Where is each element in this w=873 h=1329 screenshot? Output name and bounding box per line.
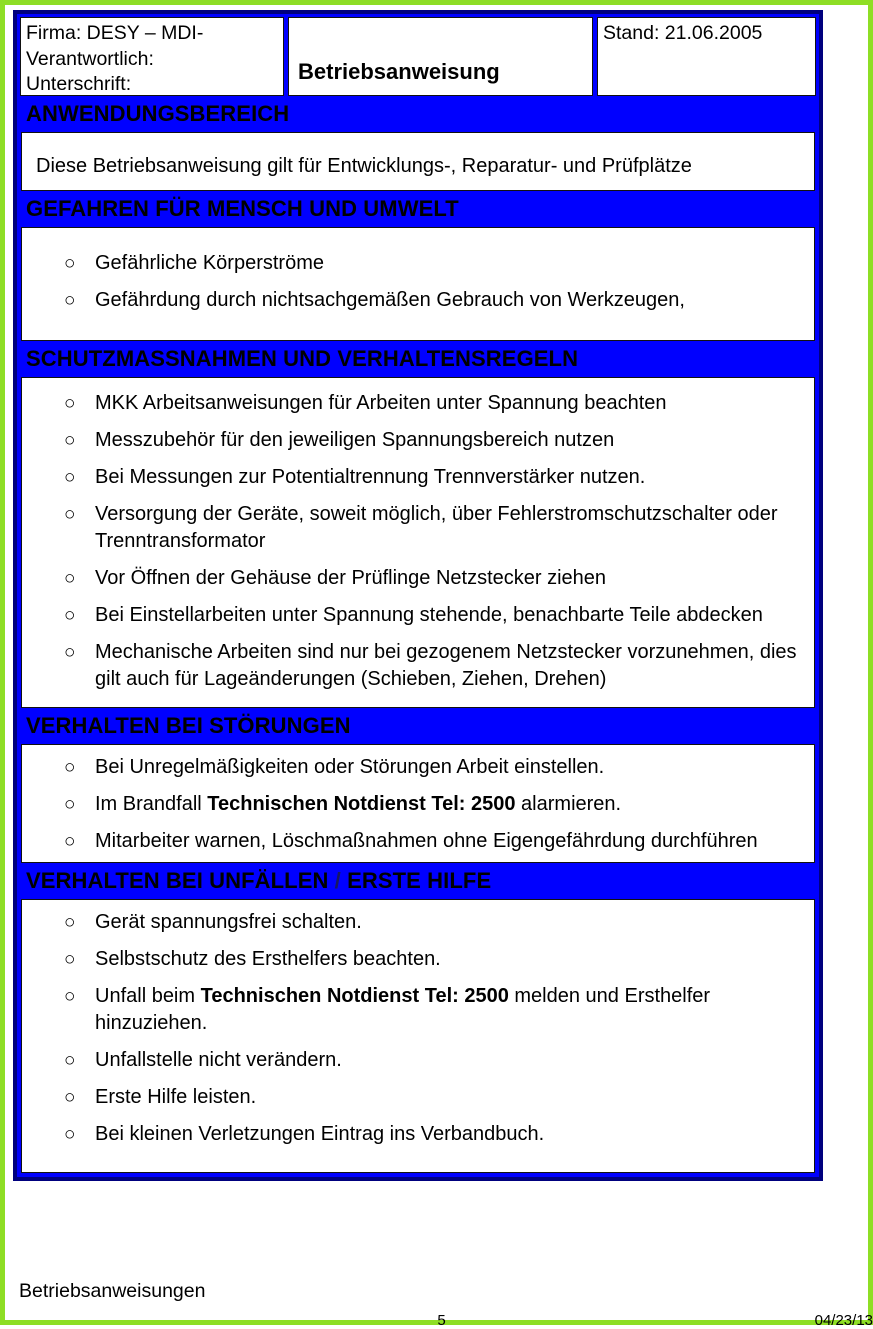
section-heading-unfaelle — [17, 863, 819, 899]
list-item-text: Versorgung der Geräte, soweit möglich, über Fehlerstromschutzschalter oder Trenntransformator — [95, 503, 778, 552]
list-item — [64, 390, 806, 417]
list-item — [64, 501, 806, 555]
section-panel-anwendungsbereich — [21, 132, 815, 191]
footer-page-number: 5 — [437, 1312, 446, 1329]
list-item-text: Bei Messungen zur Potentialtrennung Trennverstärker nutzen. — [95, 466, 646, 488]
page-inner — [10, 10, 873, 1329]
company-cell — [20, 17, 284, 96]
revision-date: Stand: 21.06.2005 — [603, 22, 763, 44]
bullet-circle-icon: ○ — [64, 393, 76, 414]
list-item — [64, 287, 806, 314]
bullet-circle-icon: ○ — [64, 831, 76, 852]
bullet-circle-icon: ○ — [64, 949, 76, 970]
section-panel-gefahren — [21, 227, 815, 341]
section-heading-stoerungen: VERHALTEN BEI STÖRUNGEN — [26, 713, 351, 738]
table-bottom-spacer — [17, 1173, 819, 1177]
bullet-circle-icon: ○ — [64, 986, 76, 1007]
list-item — [64, 909, 806, 936]
section-heading-anwendungsbereich: ANWENDUNGSBEREICH — [26, 101, 290, 126]
list-item — [64, 1084, 806, 1111]
list-item-text-post: alarmieren. — [515, 793, 622, 815]
bullet-circle-icon: ○ — [64, 1124, 76, 1145]
section-heading-schutzmassnahmen: SCHUTZMASSNAHMEN UND VERHALTENSREGELN — [26, 346, 579, 371]
list-item-text: Vor Öffnen der Gehäuse der Prüflinge Netzstecker ziehen — [95, 567, 607, 589]
bullet-circle-icon: ○ — [64, 912, 76, 933]
list-item-text-pre: Im Brandfall — [95, 793, 208, 815]
list-item-text: Messzubehör für den jeweiligen Spannungsbereich nutzen — [95, 429, 615, 451]
bullet-circle-icon: ○ — [64, 605, 76, 626]
section-panel-unfaelle — [21, 899, 815, 1173]
list-item-text: Bei kleinen Verletzungen Eintrag ins Verbandbuch. — [95, 1123, 545, 1145]
list-item-text: Mitarbeiter warnen, Löschmaßnahmen ohne Eigengefährdung durchführen — [95, 830, 758, 852]
bullet-circle-icon: ○ — [64, 290, 76, 311]
list-item — [64, 602, 806, 629]
emergency-phone-text: Technischen Notdienst Tel: 2500 — [200, 985, 509, 1007]
bullet-circle-icon: ○ — [64, 757, 76, 778]
bullet-circle-icon: ○ — [64, 467, 76, 488]
betriebsanweisung-table — [13, 10, 823, 1181]
list-item — [64, 983, 806, 1037]
list-item-text-pre: Unfall beim — [95, 985, 201, 1007]
list-item-text: Gefährdung durch nichtsachgemäßen Gebrauch von Werkzeugen, — [95, 289, 685, 311]
first-aid-list — [30, 909, 806, 1148]
bullet-circle-icon: ○ — [64, 1050, 76, 1071]
heading-part-pre: VERHALTEN BEI UNFÄLLEN — [26, 868, 335, 893]
list-item-text: MKK Arbeitsanweisungen für Arbeiten unter Spannung beachten — [95, 392, 667, 414]
list-item-text-post: melden und Ersthelfer hinzuziehen. — [95, 985, 711, 1034]
hazards-list — [30, 250, 806, 314]
list-item — [64, 946, 806, 973]
malfunction-behaviour-list — [30, 754, 806, 855]
section-heading-gefahren: GEFAHREN FÜR MENSCH UND UMWELT — [26, 196, 459, 221]
company-line-3: Unterschrift: — [26, 73, 132, 95]
bullet-circle-icon: ○ — [64, 1087, 76, 1108]
footer-date: 04/23/13 — [814, 1312, 873, 1329]
footer-label: Betriebsanweisungen — [19, 1280, 206, 1302]
list-item — [64, 427, 806, 454]
bullet-circle-icon: ○ — [64, 568, 76, 589]
list-item-text: Gerät spannungsfrei schalten. — [95, 911, 362, 933]
page-title: Betriebsanweisung — [298, 59, 500, 84]
heading-slash: / — [334, 868, 341, 893]
revision-date-cell — [597, 17, 816, 96]
list-item-text: Gefährliche Körperströme — [95, 252, 324, 274]
bullet-circle-icon: ○ — [64, 794, 76, 815]
document-title-cell — [288, 17, 593, 96]
company-line-1: Firma: DESY – MDI- — [26, 22, 204, 44]
list-item — [64, 565, 806, 592]
list-item-text: Bei Einstellarbeiten unter Spannung stehende, benachbarte Teile abdecken — [95, 604, 763, 626]
list-item — [64, 250, 806, 277]
bullet-circle-icon: ○ — [64, 642, 76, 663]
list-item — [64, 754, 806, 781]
list-item-text: Bei Unregelmäßigkeiten oder Störungen Arbeit einstellen. — [95, 756, 605, 778]
list-item — [64, 1047, 806, 1074]
protective-measures-list — [30, 390, 806, 693]
list-item-text: Mechanische Arbeiten sind nur bei gezogenem Netzstecker vorzunehmen, dies gilt auch für Lageänderungen (Schieben, Ziehen, Drehen) — [95, 641, 797, 690]
emergency-phone-text: Technischen Notdienst Tel: 2500 — [207, 793, 516, 815]
section-panel-schutzmassnahmen — [21, 377, 815, 708]
list-item — [64, 639, 806, 693]
bullet-circle-icon: ○ — [64, 253, 76, 274]
bullet-circle-icon: ○ — [64, 504, 76, 525]
scope-paragraph: Diese Betriebsanweisung gilt für Entwicklungs-, Reparatur- und Prüfplätze — [36, 155, 692, 177]
list-item-text: Erste Hilfe leisten. — [95, 1086, 257, 1108]
list-item — [64, 1121, 806, 1148]
section-panel-stoerungen — [21, 744, 815, 863]
document-header-row — [17, 14, 819, 96]
bullet-circle-icon: ○ — [64, 430, 76, 451]
list-item — [64, 828, 806, 855]
list-item — [64, 791, 806, 818]
list-item-text: Selbstschutz des Ersthelfers beachten. — [95, 948, 441, 970]
heading-part-post: ERSTE HILFE — [340, 868, 492, 893]
company-line-2: Verantwortlich: — [26, 47, 154, 70]
list-item — [64, 464, 806, 491]
list-item-text: Unfallstelle nicht verändern. — [95, 1049, 342, 1071]
